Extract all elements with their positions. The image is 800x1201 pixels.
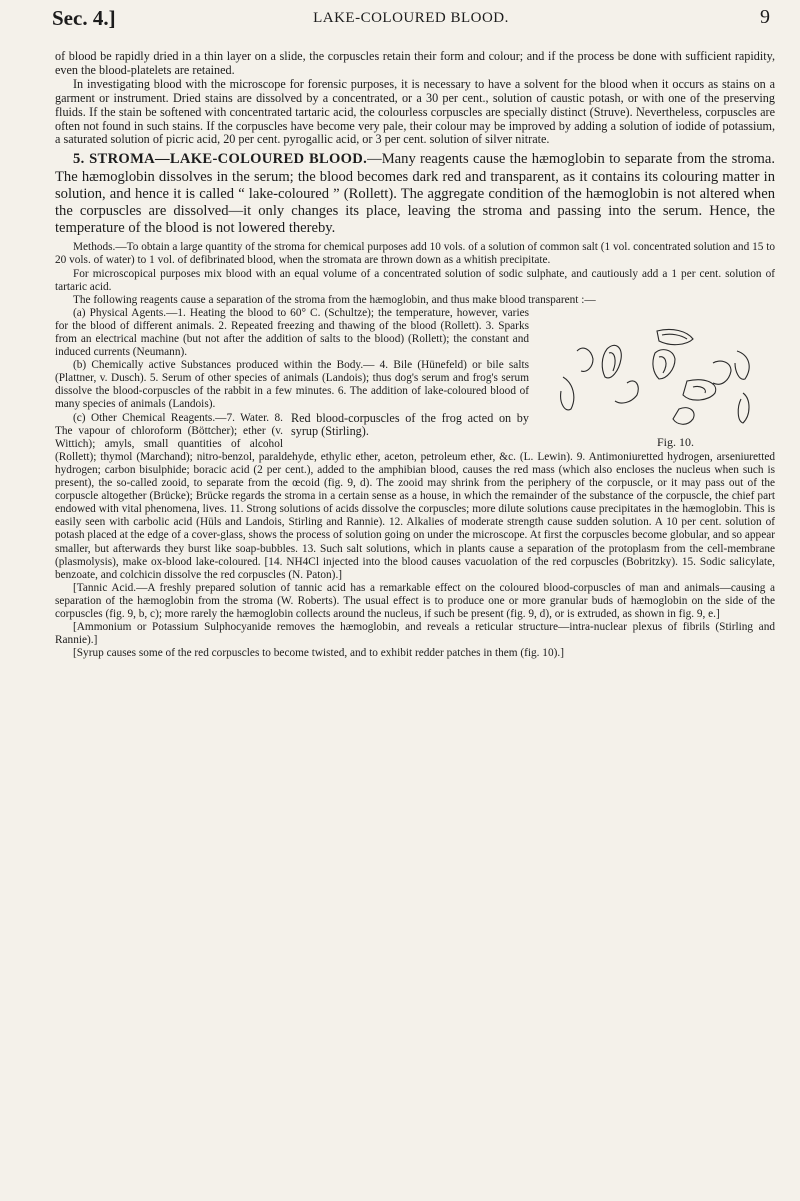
paragraph-tannic-acid: [Tannic Acid.—A freshly prepared solution of tannic acid has a remarkable effect on the coloured blood-corpuscles of man and animals—causing a separation of the hæmoglobin from the stroma (W. Roberts). The usual effect is to produce one or more granular buds of hæmoglobin on the side of the corpuscles (fig. 9, b, c); more rarely the hæmoglobin collects around the nucleus, if such be present (fig. 9, d), or is extruded, as shown in fig. 9, e.]	[55, 581, 775, 620]
figure-caption: Red blood-corpuscles of the frog acted on by syrup (Stirling).	[291, 410, 529, 439]
paragraph-sulphocyanide: [Ammonium or Potassium Sulphocyanide removes the hæmoglobin, and reveals a reticular structure—intra-nuclear plexus of fibrils (Stirling and Rannie).]	[55, 621, 775, 647]
paragraph-microscopical: For microscopical purposes mix blood with an equal volume of a concentrated solution of sodic sulphate, and cautiously add a 1 per cent. solution of tartaric acid.	[55, 267, 775, 293]
page-number: 9	[760, 6, 770, 28]
section-5-paragraph	[55, 151, 775, 237]
section-5-body: —Many reagents cause the hæmoglobin to separate from the stroma. The hæmoglobin dissolves in the serum; the blood becomes dark red and transparent, as it contains its colouring matter in solution, and hence it is called “ lake-coloured ” (Rollett). The aggregate condition of the hæmoglobin is not altered when the corpuscles are dissolved—it only changes its place, leaving the stroma and passing into the serum. Hence, the temperature of the blood is not lowered thereby.	[55, 151, 776, 237]
list-physical-agents: (a) Physical Agents.—1. Heating the blood to 60° C. (Schultze); the temperature, however, varies for the blood of different animals. 2. Repeated freezing and thawing of the blood (Rollett). 3. Sparks from an electrical machine (but not after the addition of salts to the blood) (Rollett); the constant and induced currents (Neumann).	[55, 306, 529, 359]
figure-10	[537, 323, 775, 448]
paragraph-syrup: [Syrup causes some of the red corpuscles to become twisted, and to exhibit redder patches in them (fig. 10).]	[73, 647, 564, 660]
running-head	[52, 6, 770, 32]
body-text	[55, 50, 775, 660]
paragraph-methods: Methods.—To obtain a large quantity of the stroma for chemical purposes add 10 vols. of a solution of common salt (1 vol. concentrated solution and 15 to 20 vols. of water) to 1 vol. of defibrinated blood, when the stromata are thrown down as a whitish precipitate.	[55, 241, 775, 267]
section-number: Sec. 4.]	[52, 6, 116, 30]
section-5-heading: 5. STROMA—LAKE-COLOURED BLOOD.	[73, 151, 368, 168]
running-title: LAKE-COLOURED BLOOD.	[313, 10, 509, 26]
paragraph-intro: of blood be rapidly dried in a thin layer on a slide, the corpuscles retain their form and colour; and if the process be done with sufficient rapidity, even the blood-platelets are retained.	[55, 49, 775, 77]
list-chemically-active: (b) Chemically active Substances produced within the Body.— 4. Bile (Hünefeld) or bile salts (Plattner, v. Dusch). 5. Serum of other species of animals (Landois); thus dog's serum and frog's serum dissolve the blood-corpuscles of the rabbit in a few minutes. 6. The addition of lake-coloured blood of many species of animals (Landois).	[55, 359, 529, 411]
paragraph-forensic: In investigating blood with the microscope for forensic purposes, it is necessary to have a solvent for the blood when it occurs as stains on a garment or instrument. Dried stains are dissolved by a concentrated, or a 30 per cent., solution of caustic potash, or with one of the preserving fluids. If the stain be softened with concentrated tartaric acid, the colourless corpuscles are specially distinct (Struve). Nevertheless, corpuscles are often not found in such stains. If the corpuscles have become very pale, their colour may be improved by adding a solution of iodide of potassium, a saturated solution of picric acid, 20 per cent. pyrogallic acid, or 3 per cent. solution of silver nitrate.	[55, 76, 775, 147]
list-other-reagents: (c) Other Chemical Reagents.—7. Water. 8. The vapour of chloroform (Böttcher); ether (v. Wittich); amyls, small quantities of alcohol (Rollett); thymol (Marchand); nitro-benzol, paraldehyde, ethylic ether, aceton, petroleum ether, &c. (L. Lewin). 9. Antimoniuretted hydrogen, arseniuretted hydrogen; carbon bisulphide; boracic acid (2 per cent.), added to the amphibian blood, causes the red mass (which also encloses the nucleus when such is present), the so-called zooid, to separate from the œcoid (fig. 9, d). The zooid may shrink from the periphery of the corpuscle, or it may pass out of the corpuscle altogether (Brücke); Brücke regards the stroma in a certain sense as a house, in which the remainder of the substance of the corpuscle, the chief part endowed with vital phenomena, lives. 11. Strong solutions of acids dissolve the corpuscles; more dilute solutions cause precipitates in the hæmoglobin. This is easily seen with carbolic acid (Hüls and Landois, Stirling and Rannie). 12. Alkalies of moderate strength cause sudden solution. A 10 per cent. solution of potash placed at the edge of a cover-glass, shows the process of solution going on under the microscope. At first the corpuscles become globular, and so appear smaller, but afterwards they burst like soap-bubbles. 13. Such salt solutions, which in plants cause a separation of the protoplasm from the cell-membrane (plasmolysis), make ox-blood lake-coloured. [14. NH4Cl injected into the blood causes vacuolation of the red corpuscles (Bobritzky). 15. Sodic salicylate, benzoate, and colchicin dissolve the red corpuscles (N. Paton).]	[55, 411, 775, 581]
figure-label: Fig. 10.	[657, 434, 695, 449]
frog-corpuscles-illustration	[537, 323, 775, 435]
paragraph-following: The following reagents cause a separation of the stroma from the hæmoglobin, and thus make blood transparent :—	[73, 293, 596, 306]
